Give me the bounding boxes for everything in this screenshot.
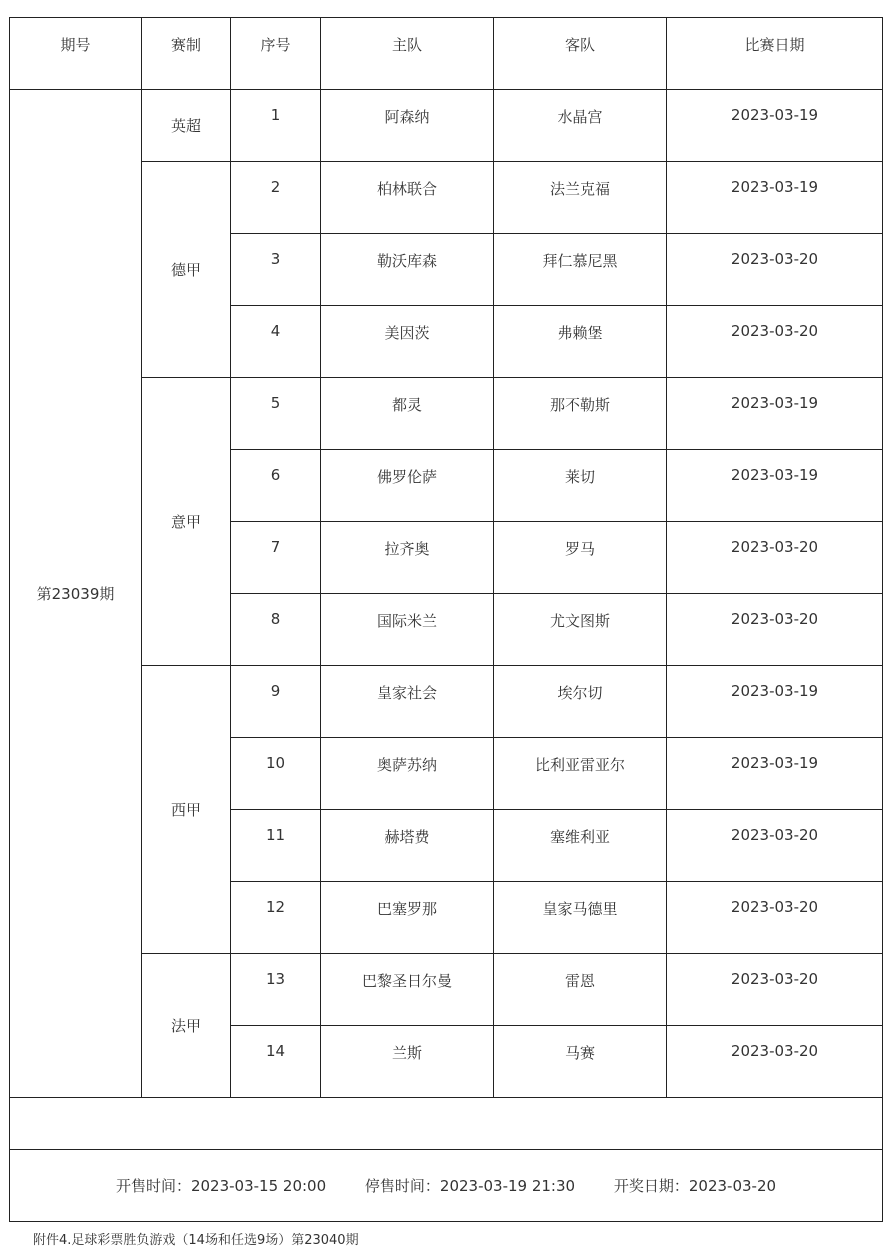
match-date-cell: 2023-03-20 (667, 882, 883, 954)
league-cell: 意甲 (142, 378, 231, 666)
away-team-cell: 弗赖堡 (494, 306, 667, 378)
away-team-cell: 比利亚雷亚尔 (494, 738, 667, 810)
sale-start-time: 开售时间：2023-03-15 20:00 (115, 1177, 327, 1195)
match-date-cell: 2023-03-19 (667, 738, 883, 810)
seq-cell: 9 (231, 666, 321, 738)
sale-info-cell (10, 1150, 883, 1222)
seq-cell: 7 (231, 522, 321, 594)
match-date-cell: 2023-03-19 (667, 450, 883, 522)
attachment-caption: 附件4.足球彩票胜负游戏（14场和任选9场）第23040期 (33, 1233, 359, 1248)
header-period: 期号 (10, 18, 142, 90)
home-team-cell: 柏林联合 (321, 162, 494, 234)
home-team-cell: 赫塔费 (321, 810, 494, 882)
match-date-cell: 2023-03-19 (667, 162, 883, 234)
blank-cell (10, 1098, 883, 1150)
home-team-cell: 勒沃库森 (321, 234, 494, 306)
away-team-cell: 莱切 (494, 450, 667, 522)
away-team-cell: 塞维利亚 (494, 810, 667, 882)
away-team-cell: 水晶宫 (494, 90, 667, 162)
home-team-cell: 皇家社会 (321, 666, 494, 738)
match-schedule-table (9, 17, 883, 1222)
header-league: 赛制 (142, 18, 231, 90)
header-home: 主队 (321, 18, 494, 90)
home-team-cell: 都灵 (321, 378, 494, 450)
away-team-cell: 尤文图斯 (494, 594, 667, 666)
seq-cell: 1 (231, 90, 321, 162)
league-cell: 法甲 (142, 954, 231, 1098)
match-date-cell: 2023-03-20 (667, 1026, 883, 1098)
match-date-cell: 2023-03-20 (667, 954, 883, 1026)
draw-date: 开奖日期：2023-03-20 (613, 1177, 777, 1195)
home-team-cell: 兰斯 (321, 1026, 494, 1098)
seq-cell: 12 (231, 882, 321, 954)
seq-cell: 8 (231, 594, 321, 666)
away-team-cell: 皇家马德里 (494, 882, 667, 954)
seq-cell: 5 (231, 378, 321, 450)
sale-info-row (10, 1150, 883, 1222)
header-away: 客队 (494, 18, 667, 90)
seq-cell: 3 (231, 234, 321, 306)
away-team-cell: 罗马 (494, 522, 667, 594)
home-team-cell: 阿森纳 (321, 90, 494, 162)
seq-cell: 2 (231, 162, 321, 234)
home-team-cell: 巴塞罗那 (321, 882, 494, 954)
match-date-cell: 2023-03-19 (667, 378, 883, 450)
league-cell: 英超 (142, 90, 231, 162)
seq-cell: 4 (231, 306, 321, 378)
away-team-cell: 马赛 (494, 1026, 667, 1098)
match-date-cell: 2023-03-20 (667, 522, 883, 594)
header-seq: 序号 (231, 18, 321, 90)
home-team-cell: 奥萨苏纳 (321, 738, 494, 810)
match-date-cell: 2023-03-20 (667, 234, 883, 306)
seq-cell: 14 (231, 1026, 321, 1098)
table-row (10, 90, 883, 162)
period-cell: 第23039期 (10, 90, 142, 1098)
header-row (10, 18, 883, 90)
away-team-cell: 法兰克福 (494, 162, 667, 234)
away-team-cell: 拜仁慕尼黑 (494, 234, 667, 306)
home-team-cell: 巴黎圣日尔曼 (321, 954, 494, 1026)
header-date: 比赛日期 (667, 18, 883, 90)
away-team-cell: 埃尔切 (494, 666, 667, 738)
match-date-cell: 2023-03-19 (667, 90, 883, 162)
seq-cell: 6 (231, 450, 321, 522)
away-team-cell: 那不勒斯 (494, 378, 667, 450)
home-team-cell: 佛罗伦萨 (321, 450, 494, 522)
away-team-cell: 雷恩 (494, 954, 667, 1026)
home-team-cell: 拉齐奥 (321, 522, 494, 594)
match-date-cell: 2023-03-19 (667, 666, 883, 738)
match-date-cell: 2023-03-20 (667, 810, 883, 882)
seq-cell: 13 (231, 954, 321, 1026)
seq-cell: 10 (231, 738, 321, 810)
sale-stop-time: 停售时间：2023-03-19 21:30 (364, 1177, 576, 1195)
blank-row (10, 1098, 883, 1150)
league-cell: 德甲 (142, 162, 231, 378)
home-team-cell: 国际米兰 (321, 594, 494, 666)
match-date-cell: 2023-03-20 (667, 306, 883, 378)
match-date-cell: 2023-03-20 (667, 594, 883, 666)
home-team-cell: 美因茨 (321, 306, 494, 378)
seq-cell: 11 (231, 810, 321, 882)
league-cell: 西甲 (142, 666, 231, 954)
